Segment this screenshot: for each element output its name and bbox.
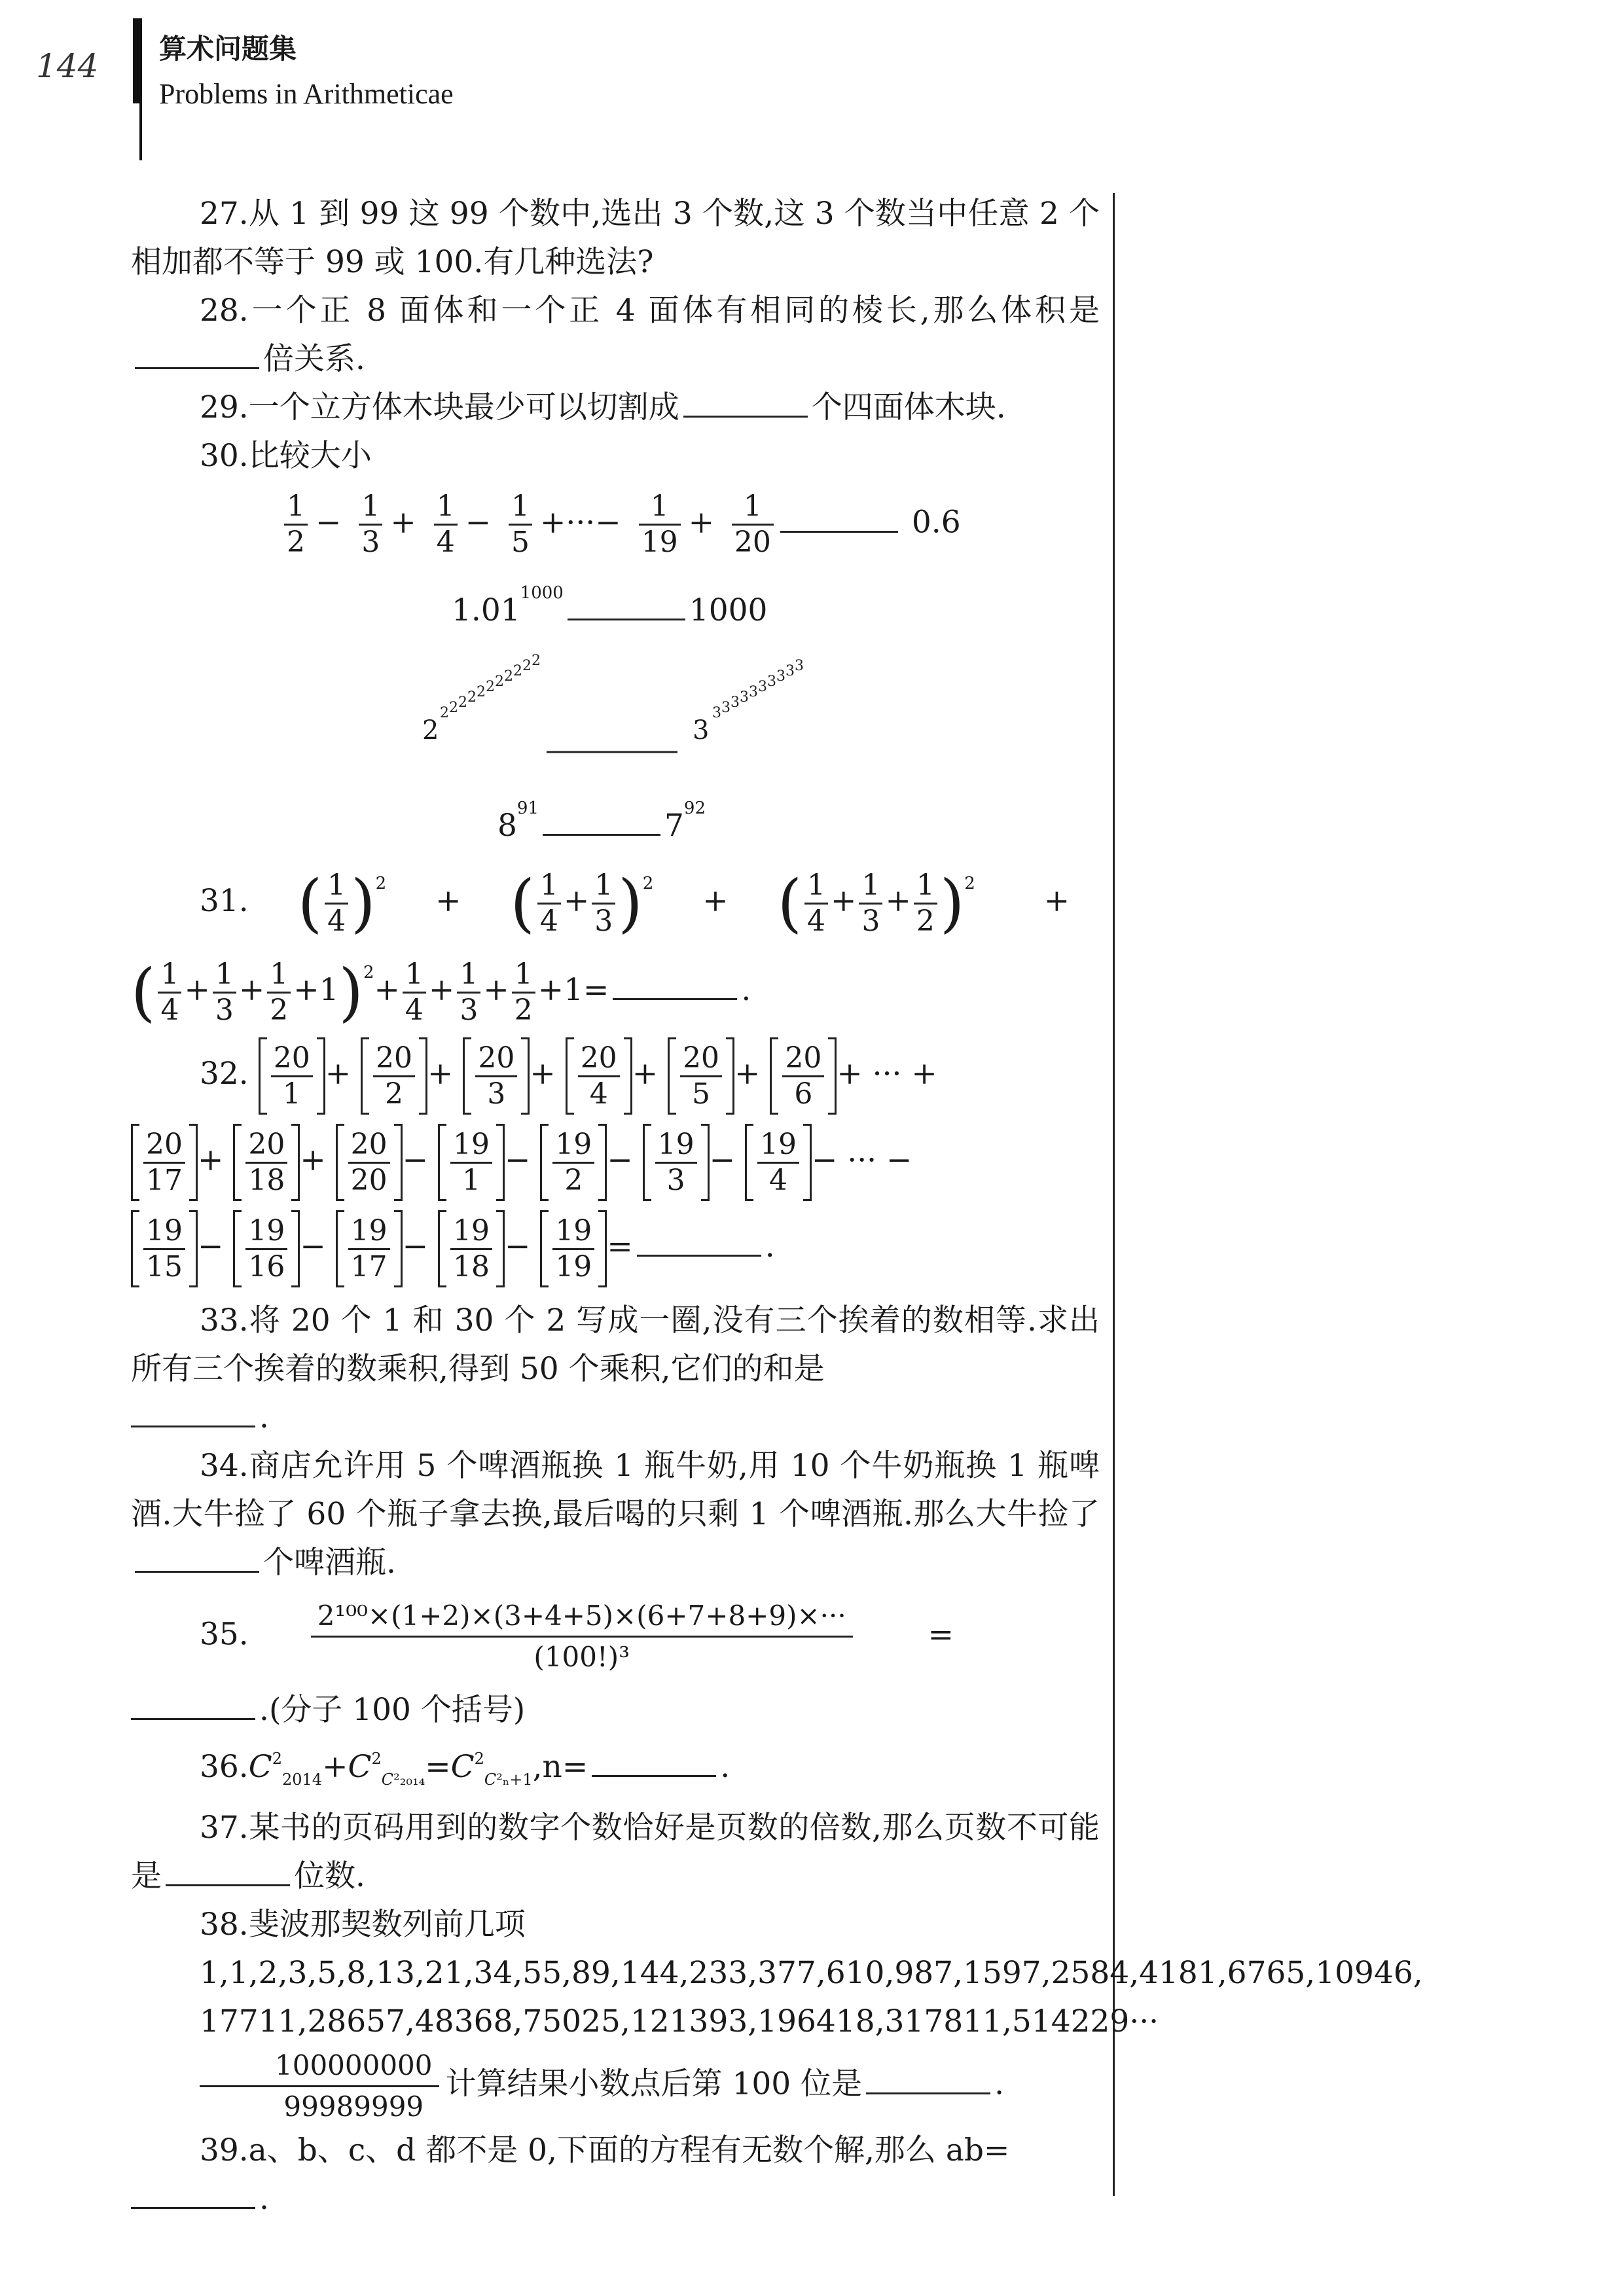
svg-text:3: 3 — [767, 673, 776, 690]
svg-text:2: 2 — [458, 694, 467, 711]
problem-30-line-4: $8^{91}$ $7^{92}$ — [497, 798, 706, 844]
answer-blank — [866, 2091, 990, 2094]
problem-33: 33.将 20 个 1 和 30 个 2 写成一圈,没有三个挨着的数相等.求出所有三个挨着的数乘积,得到 50 个乘积,它们的和是 . — [131, 1302, 1100, 1435]
answer-blank — [135, 366, 259, 369]
answer-blank — [613, 997, 737, 1000]
answer-blank — [131, 1717, 255, 1720]
svg-text:3: 3 — [785, 663, 795, 679]
fibonacci-sequence-1: 1,1,2,3,5,8,13,21,34,55,89,144,233,377,610,987,1597,2584,4181,6765,10946, — [200, 1955, 1423, 1991]
svg-text:2: 2 — [467, 689, 477, 706]
header-subtitle: Problems in Arithmeticae — [159, 78, 454, 110]
header-bar — [133, 18, 142, 103]
svg-text:3: 3 — [731, 694, 740, 711]
answer-blank — [592, 1774, 716, 1777]
problem-30-line-3: 2 2 2 2 2 2 2 2 2 2 2 2 3 3 3 3 3 3 3 3 3 3 3 — [131, 644, 1100, 775]
problem-39: 39.a、b、c、d 都不是 0,下面的方程有无数个解,那么 ab= . — [131, 2126, 1100, 2223]
power-tower-svg — [131, 644, 1100, 775]
problem-31-line-1: 31. ( $\frac{1}{4}$ )$^2$ + ( $\frac{1}{4}$ + $\frac{1}{3}$ )$^2$ + ( $\frac{1}{4}$ + $\frac{1}{3}$ + $\frac{1}{2}$ )$^2$ + — [200, 867, 1070, 940]
svg-text:2: 2 — [449, 700, 458, 716]
svg-text:2: 2 — [477, 684, 486, 700]
problem-37: 37.某书的页码用到的数字个数恰好是页数的倍数,那么页数不可能是 位数. — [131, 1810, 1100, 1894]
problem-36: $36.C^2_{2014}+C^2_{C^2_{2014}}=C^2_{C^2_n+1},n=$ . — [200, 1749, 731, 1789]
right-margin-rule — [1113, 193, 1115, 2196]
svg-text:3: 3 — [721, 700, 731, 716]
problem-35-tail: .(分子 100 个括号) — [131, 1686, 1100, 1734]
answer-blank — [135, 1570, 259, 1573]
page-number: 144 — [36, 47, 99, 85]
problem-30-line-2: $1.01^{1000}$ 1000 — [452, 583, 768, 628]
header-title: 算术问题集 — [159, 33, 297, 65]
svg-text:2: 2 — [495, 673, 504, 690]
problem-35: 35. $\frac{\text{2¹⁰⁰×(1+2)×(3+4+5)×(6+7+8+9)×···}}{\text{(100!)³}}$ = — [131, 1596, 1100, 1677]
svg-text:3: 3 — [776, 668, 785, 685]
svg-text:2: 2 — [440, 705, 449, 721]
problem-29: 29.一个立方体木块最少可以切割成 个四面体木块. — [200, 389, 1006, 425]
problem-30-line-1: $\frac{1}{2}$ − $\frac{1}{3}$ + $\frac{1}{4}$ − $\frac{1}{5}$ +···− $\frac{1}{19}$ + $\frac{1}{20}$ 0.6 — [131, 490, 1100, 560]
fibonacci-sequence-2: 17711,28657,48368,75025,121393,196418,317811,514229··· — [200, 2003, 1159, 2039]
svg-text:3: 3 — [795, 658, 804, 674]
svg-text:2: 2 — [513, 663, 522, 679]
problem-32-line-2: $\frac{20}{17}$ + $\frac{20}{18}$ + $\frac{20}{20}$ − $\frac{19}{1}$ − $\frac{19}{2}$ − $\frac{19}{3}$ − $\frac{19}{4}$ − ··· − — [131, 1124, 1100, 1201]
problem-38-question: $\frac{100000000}{99989999}$ 计算结果小数点后第 100 位是 . — [131, 2046, 1100, 2126]
problem-28: 28.一个正 8 面体和一个正 4 面体有相同的棱长,那么体积是倍关系. — [131, 287, 1100, 384]
header-line — [139, 98, 142, 160]
answer-blank — [568, 617, 685, 620]
svg-text:2: 2 — [522, 658, 532, 674]
problem-list — [131, 190, 1423, 2217]
problem-31-line-2: ( $\frac{1}{4}$ + $\frac{1}{3}$ + $\frac{1}{2}$ +1)$^2$+ $\frac{1}{4}$ + $\frac{1}{3}$ + $\frac{1}{2}$ +1= . — [131, 956, 751, 1029]
problem-35-fraction: $\frac{\text{2¹⁰⁰×(1+2)×(3+4+5)×(6+7+8+9)×···}}{\text{(100!)³}}$ — [311, 1596, 853, 1677]
answer-blank — [780, 529, 898, 533]
problem-32-line-3: $\frac{19}{15}$ − $\frac{19}{16}$ − $\frac{19}{17}$ − $\frac{19}{18}$ − $\frac{19}{19}$ = . — [131, 1210, 1100, 1287]
answer-blank — [131, 2206, 255, 2209]
problem-34: 34.商店允许用 5 个啤酒瓶换 1 瓶牛奶,用 10 个牛奶瓶换 1 瓶啤酒.大牛捡了 60 个瓶子拿去换,最后喝的只剩 1 个啤酒瓶.那么大牛捡了个啤酒瓶. — [131, 1448, 1100, 1581]
svg-text:2: 2 — [504, 668, 513, 685]
answer-blank — [683, 414, 808, 418]
svg-text:3: 3 — [712, 705, 721, 721]
problem-38: 38.斐波那契数列前几项 — [200, 1907, 526, 1943]
svg-text:3: 3 — [758, 679, 767, 695]
answer-blank — [131, 1424, 255, 1427]
problem-30: 30.比较大小 — [200, 438, 372, 474]
svg-text:2: 2 — [486, 679, 495, 695]
answer-blank — [543, 833, 660, 836]
svg-text:2: 2 — [532, 653, 541, 669]
svg-text:3: 3 — [740, 689, 749, 706]
svg-text:3: 3 — [749, 684, 758, 700]
problem-27: 27.从 1 到 99 这 99 个数中,选出 3 个数,这 3 个数当中任意 2 个相加都不等于 99 或 100.有几种选法? — [131, 196, 1100, 280]
answer-blank — [637, 1253, 761, 1257]
answer-blank — [166, 1883, 290, 1886]
problem-32-line-1: 32. $\frac{20}{1}$ + $\frac{20}{2}$ + $\frac{20}{3}$ + $\frac{20}{4}$ + $\frac{20}{5}$ + $\frac{20}{6}$ + ··· + — [131, 1037, 1100, 1115]
